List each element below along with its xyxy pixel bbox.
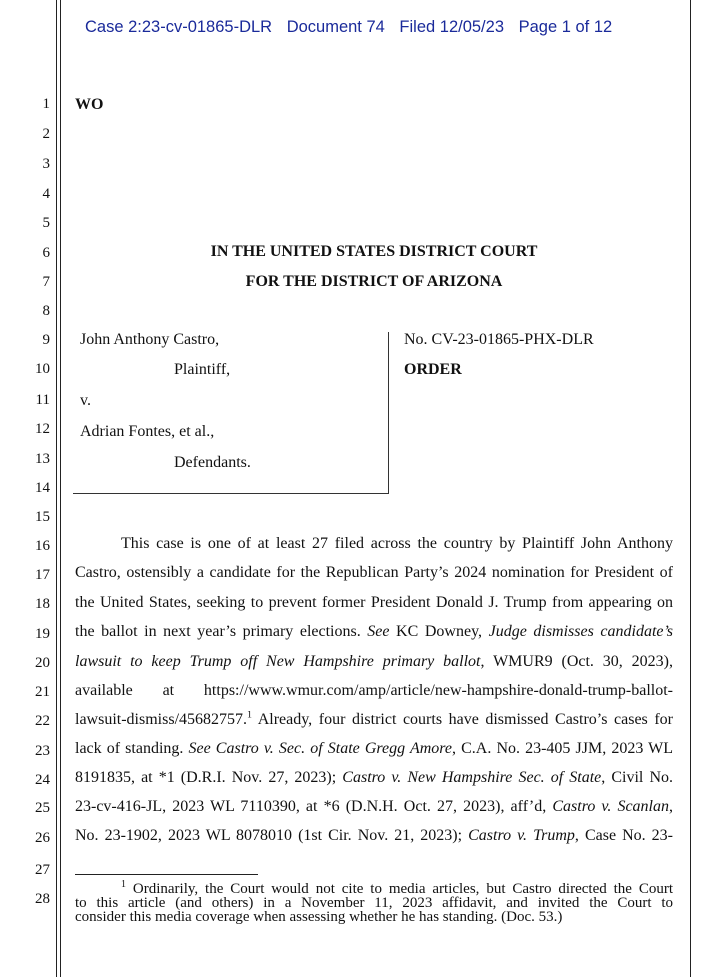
defendant-name: Adrian Fontes, et al., (80, 423, 215, 440)
body-line-19: the ballot in next year’s primary elections. See KC Downey, Judge dismisses candidate’s (75, 623, 673, 640)
line-number: 2 (42, 126, 50, 142)
defendant-role: Defendants. (174, 454, 251, 471)
footnote-line-3: consider this media coverage when assessing whether he has standing. (Doc. 53.) (75, 909, 563, 925)
caption-divider-vertical (388, 332, 389, 494)
document-number: Document 74 (286, 18, 385, 36)
line-number: 18 (35, 596, 50, 612)
body-line-16: This case is one of at least 27 filed across the country by Plaintiff John Anthony (121, 535, 673, 552)
line-number: 15 (35, 509, 50, 525)
line-number: 12 (35, 421, 50, 437)
line-number: 20 (35, 655, 50, 671)
footnote-ref: 1 (247, 711, 253, 721)
line-number: 19 (35, 626, 50, 642)
line-number: 24 (35, 772, 50, 788)
filed-date: Filed 12/05/23 (399, 18, 504, 36)
case-number: Case 2:23-cv-01865-DLR (85, 18, 273, 36)
line-number: 7 (42, 274, 50, 290)
body-line-21: available at https://www.wmur.com/amp/article/new-hampshire-donald-trump-ballot- (75, 682, 673, 699)
line-number: 13 (35, 451, 50, 467)
body-line-26: No. 23-1902, 2023 WL 8078010 (1st Cir. Nov. 21, 2023); Castro v. Trump, Case No. 23- (75, 827, 673, 844)
case-header (85, 18, 622, 37)
line-number: 14 (35, 480, 50, 496)
versus: v. (80, 392, 91, 409)
right-margin-rule (690, 0, 691, 977)
caption-divider-horizontal (73, 493, 389, 494)
line-number: 5 (42, 215, 50, 231)
line-number: 4 (42, 186, 50, 202)
plaintiff-role: Plaintiff, (174, 361, 231, 378)
plaintiff-name: John Anthony Castro, (80, 331, 220, 348)
left-margin-rule-inner (60, 0, 61, 977)
court-heading-line1: IN THE UNITED STATES DISTRICT COURT (210, 243, 538, 260)
line-number: 6 (42, 245, 50, 261)
line-number: 9 (42, 332, 50, 348)
line-number: 16 (35, 538, 50, 554)
line-number: 28 (35, 891, 50, 907)
order-title: ORDER (404, 361, 462, 378)
body-line-17: Castro, ostensibly a candidate for the Republican Party’s 2024 nomination for President of (75, 564, 673, 581)
line-number: 10 (35, 361, 50, 377)
footnote-line-1: $^1$ Ordinarily, the Court would not cite to media articles, but Castro directed the Court (121, 879, 673, 897)
line-number: 27 (35, 862, 50, 878)
line-number: 8 (42, 303, 50, 319)
body-line-20: lawsuit to keep Trump off New Hampshire primary ballot, WMUR9 (Oct. 30, 2023), (75, 653, 673, 670)
footnote-line-2: to this article (and others) in a November 11, 2023 affidavit, and invited the Court to (75, 895, 673, 911)
case-number-caption: No. CV-23-01865-PHX-DLR (404, 331, 594, 348)
line-number: 26 (35, 830, 50, 846)
left-margin-rule-outer (56, 0, 57, 977)
line-number: 25 (35, 800, 50, 816)
body-line-22: lawsuit-dismiss/45682757.$^1$ Already, four district courts have dismissed Castro’s cases for (75, 711, 673, 728)
page-indicator: Page 1 of 12 (518, 18, 613, 36)
line-number: 11 (35, 392, 50, 408)
footnote-marker: 1 (121, 879, 126, 890)
line-number: 23 (35, 743, 50, 759)
line-number: 17 (35, 567, 50, 583)
body-line-24: 8191835, at *1 (D.R.I. Nov. 27, 2023); Castro v. New Hampshire Sec. of State, Civil No. (75, 769, 673, 786)
wo-label: WO (75, 96, 104, 113)
court-heading-line2: FOR THE DISTRICT OF ARIZONA (245, 273, 503, 290)
line-number: 1 (42, 96, 50, 112)
body-line-25: 23-cv-416-JL, 2023 WL 7110390, at *6 (D.N.H. Oct. 27, 2023), aff’d, Castro v. Scanlan, (75, 798, 673, 815)
body-line-23: lack of standing. See Castro v. Sec. of State Gregg Amore, C.A. No. 23-405 JJM, 2023 WL (75, 740, 673, 757)
line-number: 21 (35, 684, 50, 700)
line-number: 3 (42, 156, 50, 172)
footnote-separator (75, 874, 258, 875)
body-line-18: the United States, seeking to prevent former President Donald J. Trump from appearing on (75, 594, 673, 611)
line-number: 22 (35, 713, 50, 729)
